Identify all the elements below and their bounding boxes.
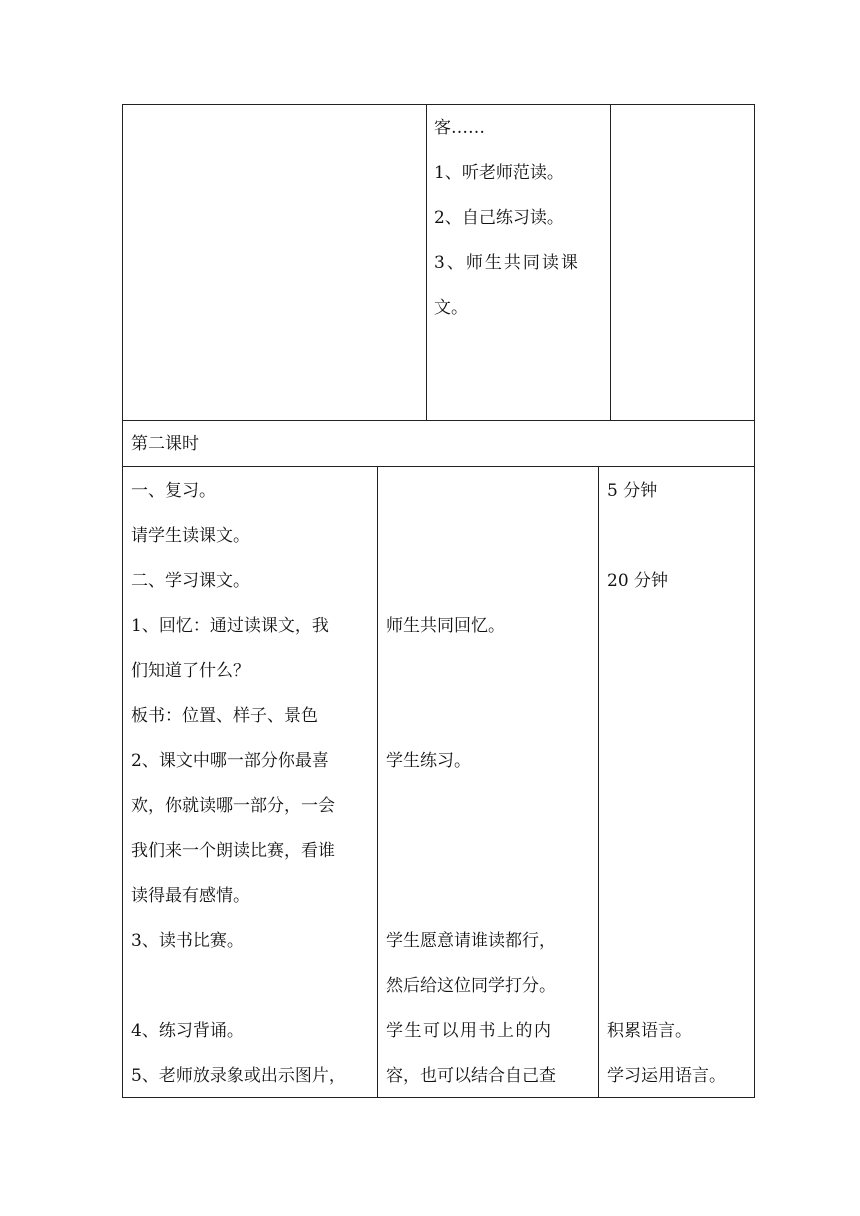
lesson-step-line: 板书：位置、样子、景色 — [131, 706, 318, 726]
lesson-step-line: 2、课文中哪一部分你最喜 — [131, 751, 329, 771]
student-activity-line: 容，也可以结合自己查 — [386, 1066, 556, 1086]
lesson-step-line: 一、复习。 — [131, 481, 216, 501]
time-note-line: 学习运用语言。 — [607, 1066, 726, 1086]
section-header: 第二课时 — [131, 434, 199, 454]
row-line-2 — [122, 466, 755, 467]
lesson-step-line: 欢，你就读哪一部分，一会 — [131, 796, 335, 816]
lesson-step-line: 读得最有感情。 — [131, 886, 250, 906]
lesson-step-line: 5、老师放录象或出示图片， — [131, 1066, 346, 1086]
top-col2-line: 2、自己练习读。 — [434, 208, 564, 228]
student-activity-line: 然后给这位同学打分。 — [386, 976, 556, 996]
time-note-line: 积累语言。 — [607, 1021, 692, 1041]
top-divider-2 — [610, 104, 611, 420]
lesson-step-line: 们知道了什么？ — [131, 661, 250, 681]
row-line-1 — [122, 420, 755, 421]
top-col2-line: 1、听老师范读。 — [434, 163, 564, 183]
top-col2-line: 3、师生共同读课 — [434, 253, 580, 273]
lesson-step-line: 我们来一个朗读比赛，看谁 — [131, 841, 335, 861]
top-col2-line: 文。 — [434, 298, 468, 318]
student-activity-line: 学生可以用书上的内 — [386, 1021, 553, 1041]
top-divider-1 — [426, 104, 427, 420]
bottom-divider-1 — [377, 466, 378, 1098]
top-col2-line: 客…… — [434, 118, 485, 138]
bottom-divider-2 — [598, 466, 599, 1098]
time-note-line: 20 分钟 — [607, 571, 669, 591]
time-note-line: 5 分钟 — [607, 481, 658, 501]
lesson-step-line: 3、读书比赛。 — [131, 931, 244, 951]
lesson-step-line: 4、练习背诵。 — [131, 1021, 244, 1041]
student-activity-line: 学生愿意请谁读都行， — [386, 931, 556, 951]
lesson-step-line: 二、学习课文。 — [131, 571, 250, 591]
lesson-step-line: 请学生读课文。 — [131, 526, 250, 546]
lesson-step-line: 1、回忆：通过读课文，我 — [131, 616, 329, 636]
student-activity-line: 学生练习。 — [386, 751, 471, 771]
student-activity-line: 师生共同回忆。 — [386, 616, 505, 636]
